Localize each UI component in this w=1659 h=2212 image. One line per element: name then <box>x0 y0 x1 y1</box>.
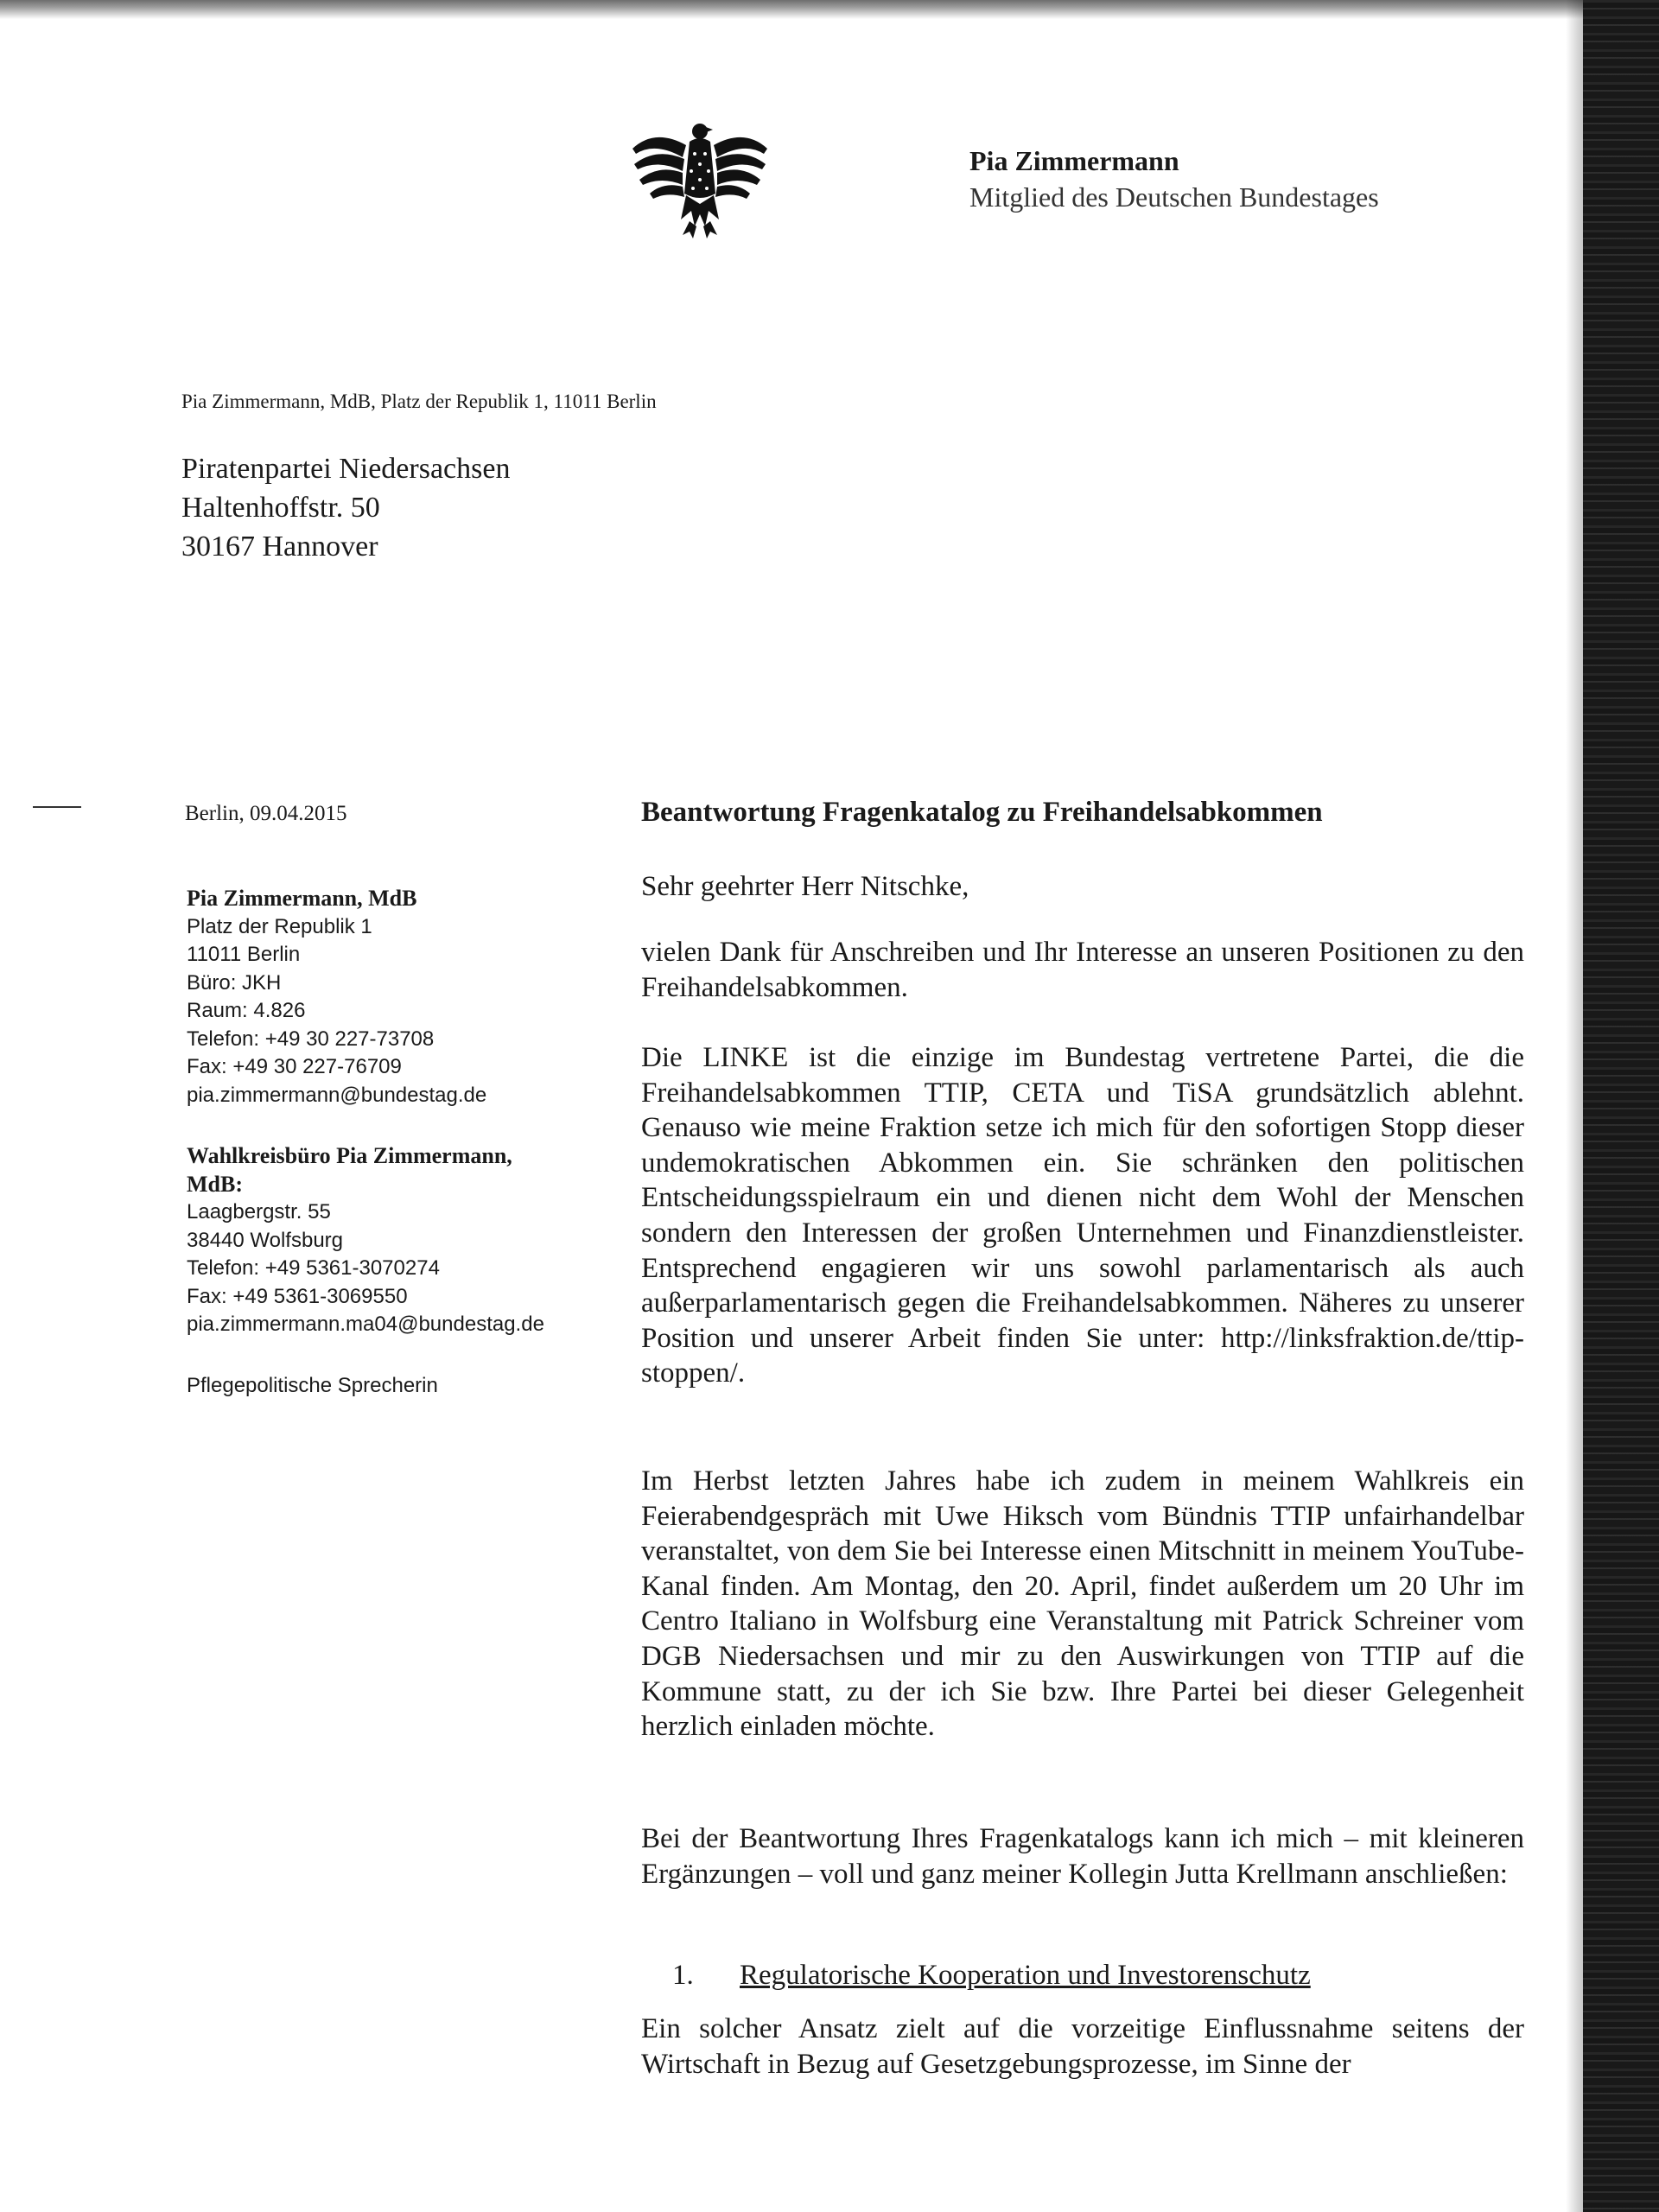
letterhead-role: Mitglied des Deutschen Bundestages <box>969 181 1379 213</box>
paragraph-text: Bei der Beantwortung Ihres Fragenkatalogs kann ich mich – mit kleineren Ergänzungen – voll und ganz meiner Kollegin Jutta Krellmann anschließen: <box>641 1823 1524 1890</box>
sender-buero: Büro: JKH <box>187 970 282 995</box>
wahlkreis-city: 38440 Wolfsburg <box>187 1228 344 1252</box>
sender-raum: Raum: 4.826 <box>187 999 306 1022</box>
letter-paragraph <box>641 1821 1524 1891</box>
scan-page-shadow <box>1566 0 1585 2212</box>
return-address: Pia Zimmermann, MdB, Platz der Republik 1, 11011 Berlin <box>181 391 657 412</box>
paragraph-text: Im Herbst letzten Jahres habe ich zudem in meinem Wahlkreis ein Feierabendgespräch mit Uwe Hiksch vom Bündnis TTIP unfairhandelbar veranstaltet, von dem Sie bei Interesse einen Mitschnitt in meinem YouTube-Kanal finden. Am Montag, den 20. April, findet außerdem um 20 Uhr im Centro Italiano in Wolfsburg eine Veranstaltung mit Patrick Schreiner vom DGB Niedersachsen und mir zu den Auswirkungen von TTIP auf die Kommune statt, zu der ich Sie bzw. Ihre Partei bei dieser Gelegenheit herzlich einladen möchte. <box>641 1465 1524 1743</box>
sender-fax: Fax: +49 30 227-76709 <box>187 1055 402 1078</box>
letter-paragraph <box>641 935 1524 1005</box>
paragraph-text: Ein solcher Ansatz zielt auf die vorzeitige Einflussnahme seitens der Wirtschaft in Bezug auf Gesetzgebungsprozesse, im Sinne der <box>641 2013 1524 2080</box>
sender-function: Pflegepolitische Sprecherin <box>187 1374 438 1397</box>
wahlkreis-fax: Fax: +49 5361-3069550 <box>187 1284 408 1308</box>
list-number: 1. <box>672 1960 694 1991</box>
recipient-line: 30167 Hannover <box>181 531 378 563</box>
recipient-line: Piratenpartei Niedersachsen <box>181 453 511 485</box>
letter-paragraph <box>641 1464 1524 1745</box>
letter-paragraph <box>641 2012 1524 2082</box>
letterhead-name: Pia Zimmermann <box>969 145 1179 176</box>
sender-email: pia.zimmermann@bundestag.de <box>187 1083 487 1107</box>
letter-date: Berlin, 09.04.2015 <box>185 802 347 825</box>
wahlkreis-email: pia.zimmermann.ma04@bundestag.de <box>187 1313 544 1336</box>
paragraph-text: vielen Dank für Anschreiben und Ihr Interesse an unseren Positionen zu den Freihandelsabkommen. <box>641 937 1524 1003</box>
numbered-heading <box>672 1960 1311 1992</box>
sender-street: Platz der Republik 1 <box>187 914 372 938</box>
wahlkreis-street: Laagbergstr. 55 <box>187 1200 331 1224</box>
sender-office-block <box>187 885 636 1109</box>
recipient-address <box>181 449 510 566</box>
sender-name: Pia Zimmermann, MdB <box>187 886 417 911</box>
wahlkreis-name: Wahlkreisbüro Pia Zimmermann, <box>187 1143 512 1168</box>
letter-subject: Beantwortung Fragenkatalog zu Freihandelsabkommen <box>641 797 1323 828</box>
list-title: Regulatorische Kooperation und Investorenschutz <box>740 1960 1311 1991</box>
sender-city: 11011 Berlin <box>187 943 301 966</box>
bundestag-eagle-icon <box>629 119 771 240</box>
letter-paragraph <box>641 1040 1524 1391</box>
wahlkreis-office-block <box>187 1142 636 1339</box>
recipient-line: Haltenhoffstr. 50 <box>181 492 380 524</box>
letter-greeting: Sehr geehrter Herr Nitschke, <box>641 871 969 902</box>
scan-top-edge <box>0 0 1583 19</box>
sender-telefon: Telefon: +49 30 227-73708 <box>187 1027 435 1051</box>
scan-right-border-texture <box>1583 0 1659 2212</box>
wahlkreis-telefon: Telefon: +49 5361-3070274 <box>187 1256 440 1280</box>
paragraph-text: Die LINKE ist die einzige im Bundestag vertretene Partei, die die Freihandelsabkommen TTIP, CETA und TiSA grundsätzlich ablehnt. Genauso wie meine Fraktion setze ich mich für den sofortigen Stopp dieser undemokratischen Abkommen ein. Sie schränken den politischen Entscheidungsspielraum ein und dienen nicht dem Wohl der Menschen sondern den Interessen der großen Unternehmen und Finanzdienstleister. Entsprechend engagieren wir uns sowohl parlamentarisch als auch außerparlamentarisch gegen die Freihandelsabkommen. Näheres zu unserer Position und unserer Arbeit finden Sie unter: http://linksfraktion.de/ttip-stoppen/. <box>641 1042 1524 1389</box>
fold-mark <box>33 806 81 808</box>
wahlkreis-name-cont: MdB: <box>187 1171 243 1197</box>
